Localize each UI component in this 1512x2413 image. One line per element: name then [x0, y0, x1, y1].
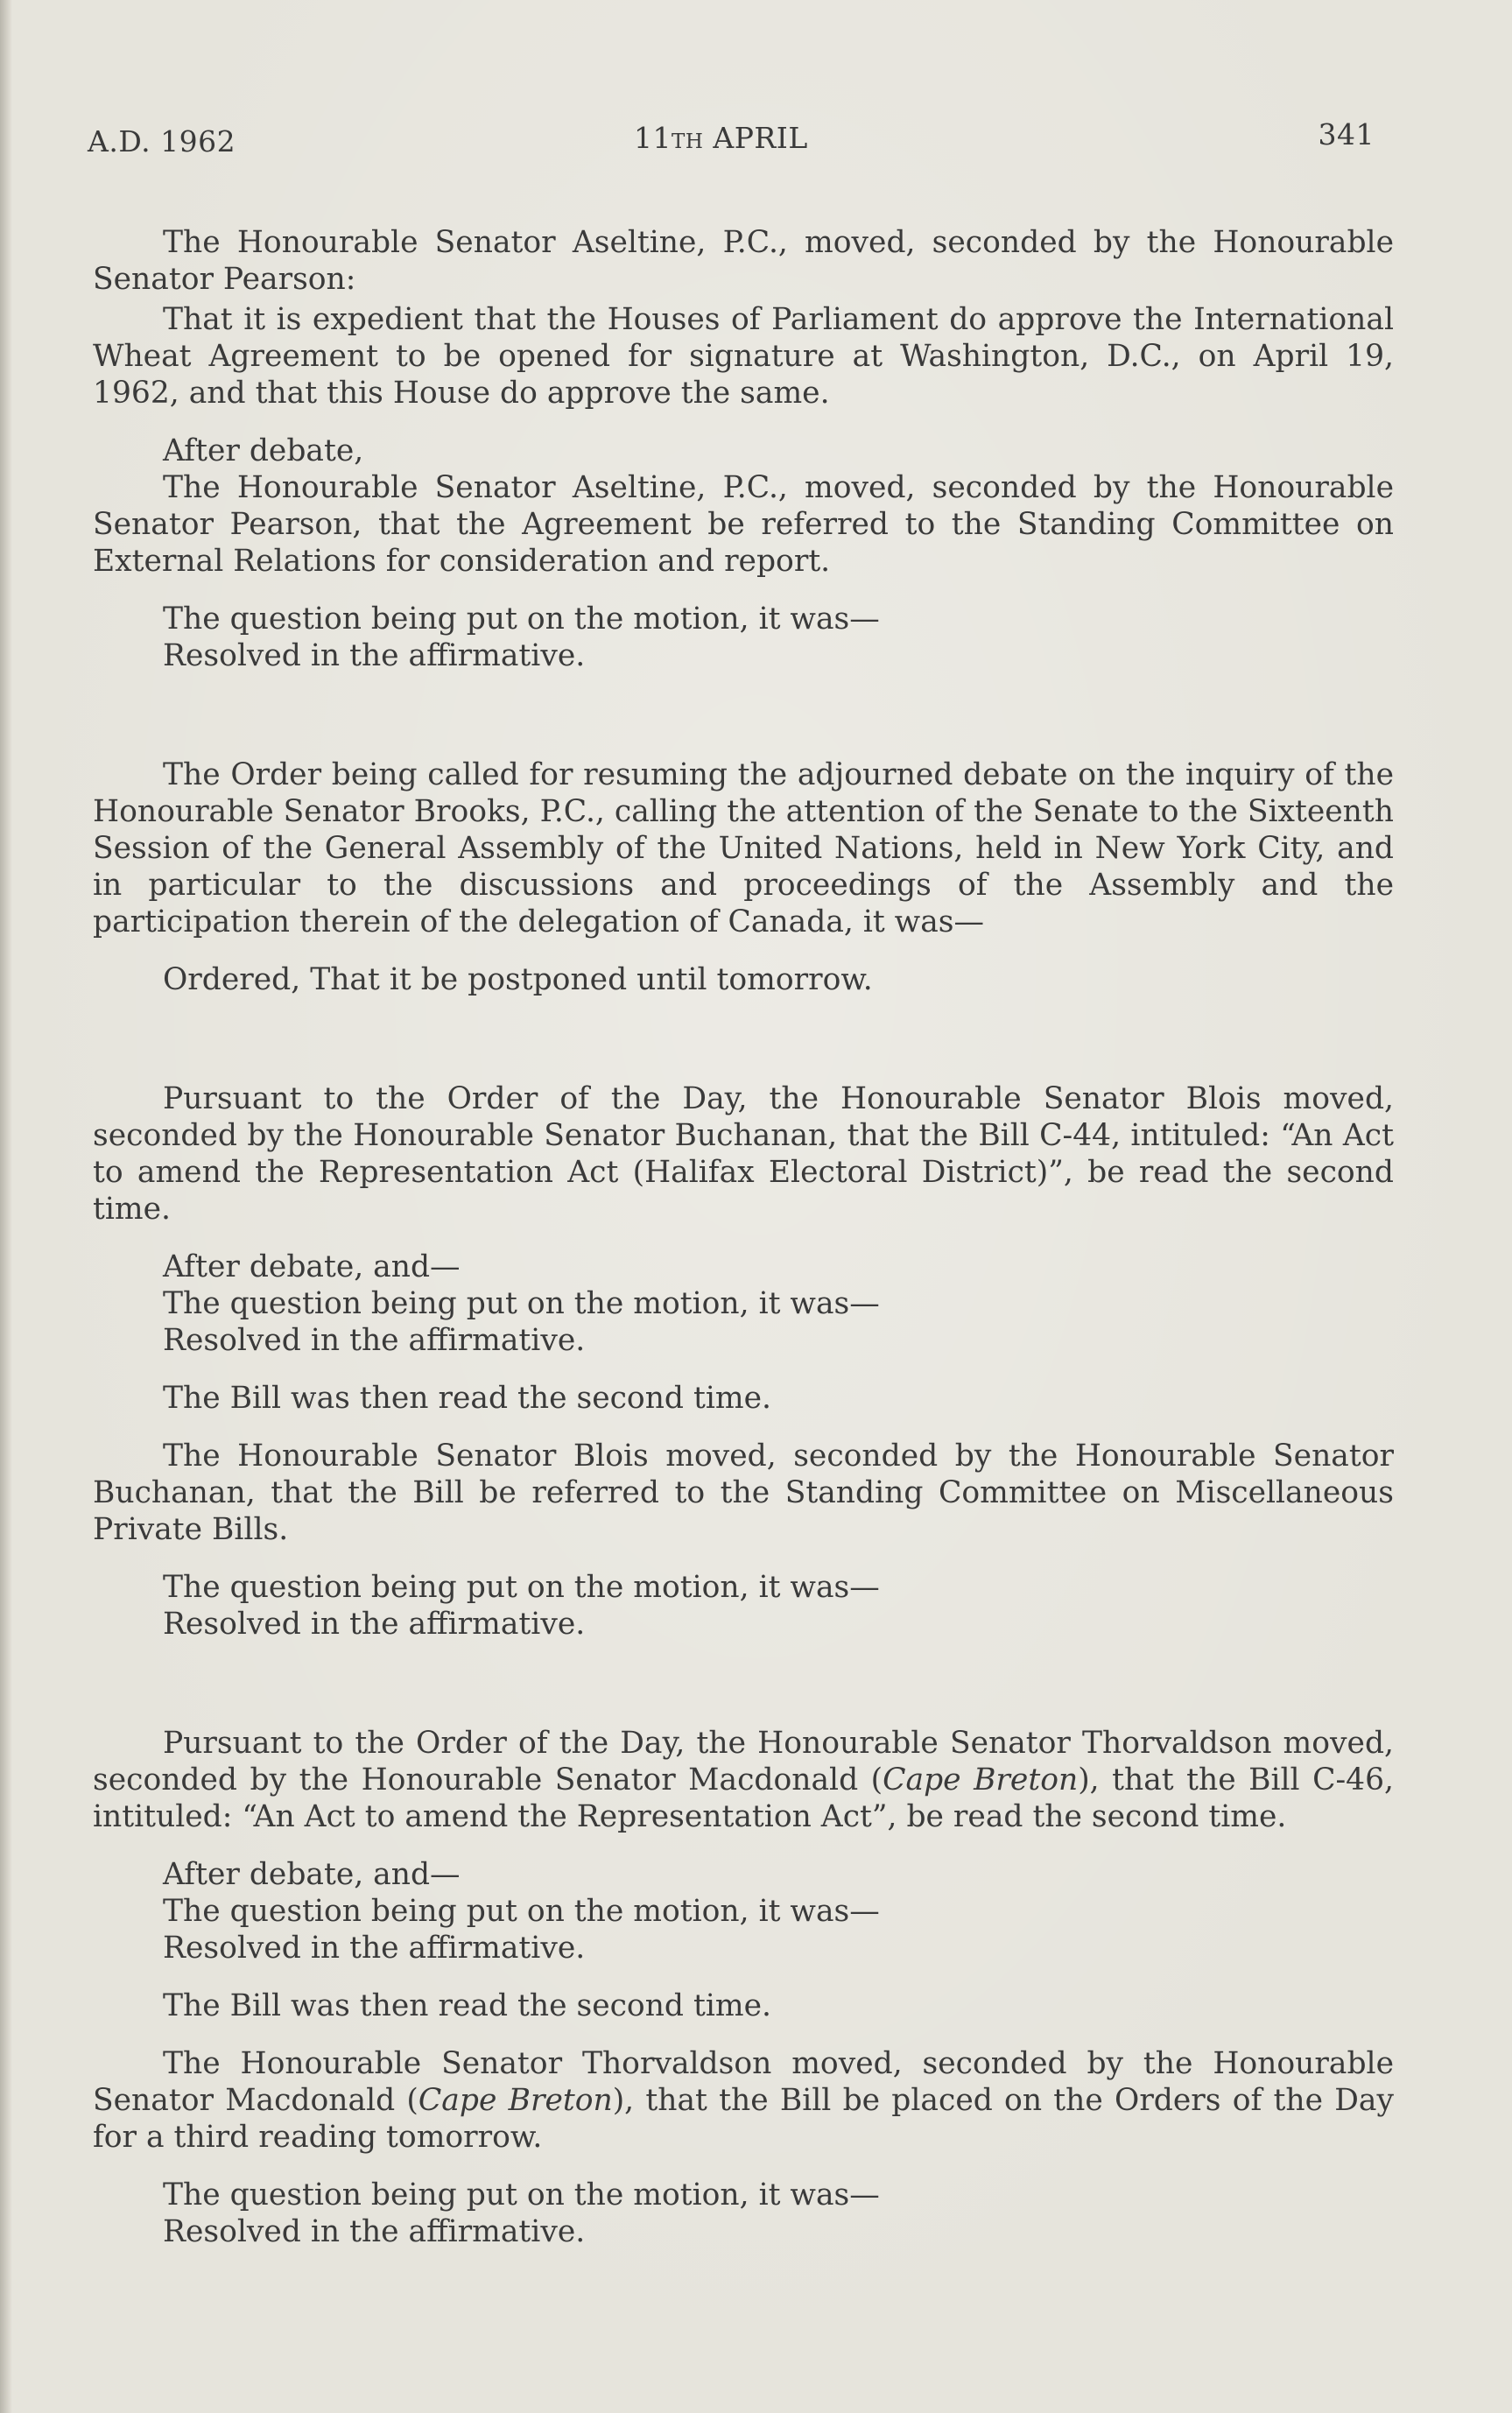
question-put: The question being put on the motion, it was—: [163, 1894, 880, 1929]
question-put: The question being put on the motion, it was—: [163, 1570, 880, 1605]
journal-body: [93, 224, 1394, 2250]
ordered-postponed: Ordered, That it be postponed until tomorrow.: [163, 962, 873, 997]
resolved-affirmative: Resolved in the affirmative.: [163, 2214, 586, 2249]
resolved-affirmative: Resolved in the affirmative.: [163, 1607, 586, 1642]
running-head: [88, 116, 1375, 159]
motion-paragraph: The Honourable Senator Aseltine, P.C., moved, seconded by the Honourable Senator Pearson:: [93, 225, 1394, 297]
after-debate: After debate,: [163, 433, 364, 468]
question-put: The question being put on the motion, it was—: [163, 1286, 880, 1321]
after-debate: After debate, and—: [163, 1249, 461, 1284]
after-debate: After debate, and—: [163, 1857, 461, 1892]
second-reading-motion: Pursuant to the Order of the Day, the Honourable Senator Thorvaldson moved, seconded by the Honourable Senator Macdonald (Cape Breton), that the Bill C-46, intituled: “An Act to amend the Representation Act”, be read the second time.: [93, 1726, 1394, 1834]
resolved-affirmative: Resolved in the affirmative.: [163, 638, 586, 673]
bill-read-second-time: The Bill was then read the second time.: [163, 1988, 771, 2023]
section-wheat-agreement: [93, 224, 1394, 674]
bill-read-second-time: The Bill was then read the second time.: [163, 1381, 771, 1416]
committee-referral-motion: The Honourable Senator Blois moved, seconded by the Honourable Senator Buchanan, that the Bill be referred to the Standing Committee on Miscellaneous Private Bills.: [93, 1439, 1394, 1547]
question-put: The question being put on the motion, it was—: [163, 2177, 880, 2213]
section-un-inquiry: [93, 756, 1394, 998]
page-number: 341: [1318, 117, 1375, 151]
header-year: A.D. 1962: [88, 124, 236, 158]
section-bill-c46: [93, 1725, 1394, 2250]
resolved-affirmative: Resolved in the affirmative.: [163, 1931, 586, 1966]
second-reading-motion: Pursuant to the Order of the Day, the Honourable Senator Blois moved, seconded by the Honourable Senator Buchanan, that the Bill C-44, intituled: “An Act to amend the Representation Act (Halifax Electoral District)”, be read the second time.: [93, 1081, 1394, 1227]
header-date: 11th APRIL: [634, 121, 808, 155]
third-reading-motion: The Honourable Senator Thorvaldson moved, seconded by the Honourable Senator Macdonald (Cape Breton), that the Bill be placed on the Orders of the Day for a third reading tomorrow.: [93, 2046, 1394, 2155]
resolved-affirmative: Resolved in the affirmative.: [163, 1323, 586, 1358]
order-paragraph: The Order being called for resuming the adjourned debate on the inquiry of the Honourable Senator Brooks, P.C., calling the attention of the Senate to the Sixteenth Session of the General Assembly of the United Nations, held in New York City, and in particular to the discussions and proceedings of the Assembly and the participation therein of the delegation of Canada, it was—: [93, 757, 1394, 939]
motion-text: That it is expedient that the Houses of Parliament do approve the International Wheat Agreement to be opened for signature at Washington, D.C., on April 19, 1962, and that this House do approve the same.: [93, 302, 1394, 411]
question-put: The question being put on the motion, it was—: [163, 601, 880, 637]
page-binding-edge: [0, 0, 12, 2413]
referral-motion: The Honourable Senator Aseltine, P.C., moved, seconded by the Honourable Senator Pearson, that the Agreement be referred to the Standing Committee on External Relations for consideration and report.: [93, 470, 1394, 579]
section-bill-c44: [93, 1080, 1394, 1643]
